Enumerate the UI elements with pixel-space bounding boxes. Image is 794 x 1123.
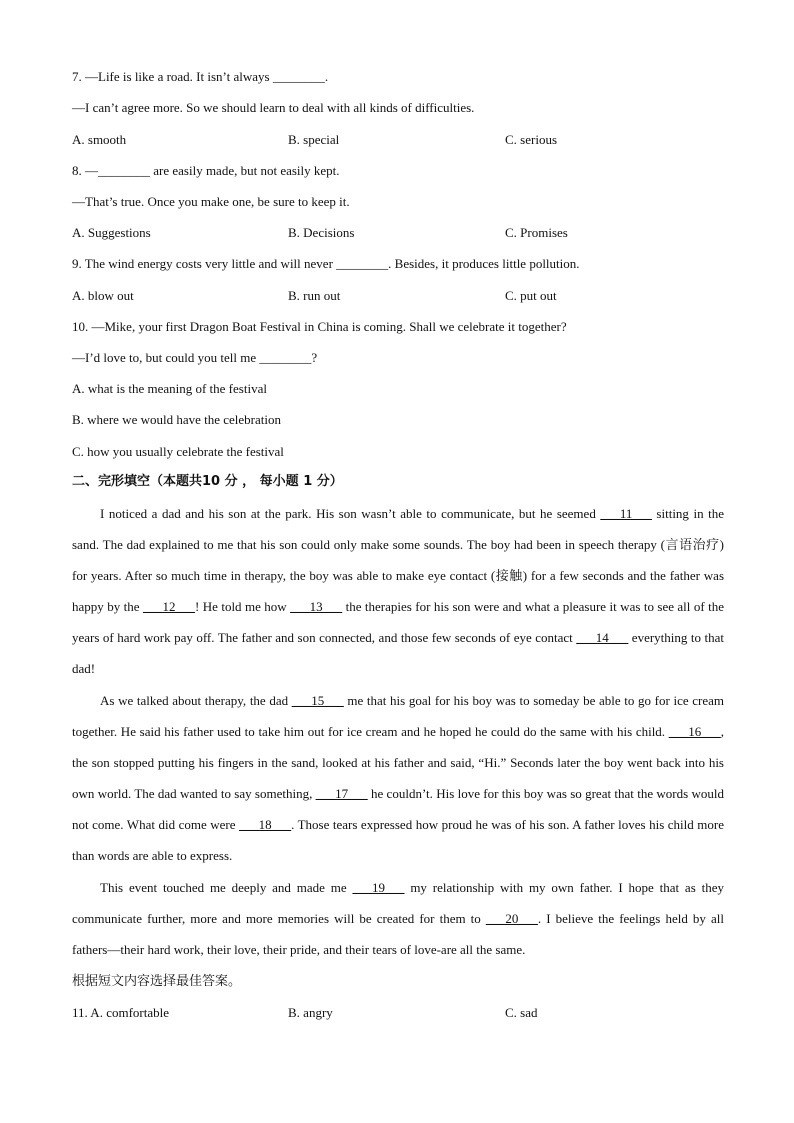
q9-option-c: C. put out bbox=[505, 288, 557, 303]
q8-reply: —That’s true. Once you make one, be sure to keep it. bbox=[72, 194, 350, 209]
blank-16: ___16___ bbox=[668, 724, 721, 739]
q10-reply: —I’d love to, but could you tell me ________? bbox=[72, 350, 318, 365]
para1-text-1: I noticed a dad and his son at the park. His son wasn’t able to communicate, but he seemed bbox=[100, 506, 601, 521]
q7-reply: —I can’t agree more. So we should learn to deal with all kinds of difficulties. bbox=[72, 100, 475, 115]
cloze-paragraph-3 bbox=[72, 872, 724, 965]
q10-option-c: C. how you usually celebrate the festival bbox=[72, 444, 284, 459]
blank-17: ___17___ bbox=[315, 786, 368, 801]
para1-text-2: sitting in the sand. The dad explained to me that his son could only make some sounds. The boy had been in speech therapy (言语治疗) for years. After so much time in therapy, the boy was able to make eye contact (接触) for a few seconds and the father was happy by the bbox=[72, 506, 724, 614]
blank-15: ___15___ bbox=[291, 693, 344, 708]
cloze-instruction: 根据短文内容选择最佳答案。 bbox=[72, 974, 242, 989]
cloze-paragraph-1 bbox=[72, 498, 724, 684]
q7-stem: 7. —Life is like a road. It isn’t always ________. bbox=[72, 69, 329, 84]
blank-18: ___18___ bbox=[239, 817, 292, 832]
para1-text-5: everything to that dad! bbox=[72, 630, 724, 676]
para3-text-2: my relationship with my own father. I hope that as they communicate further, more and more memories will be created for them to bbox=[72, 880, 724, 926]
blank-14: ___14___ bbox=[576, 630, 629, 645]
para1-text-3: ! He told me how bbox=[194, 599, 291, 614]
q9-option-a: A. blow out bbox=[72, 288, 134, 303]
q7-option-b: B. special bbox=[288, 132, 340, 147]
para2-text-1: As we talked about therapy, the dad bbox=[100, 693, 292, 708]
q8-stem: 8. —________ are easily made, but not easily kept. bbox=[72, 163, 340, 178]
blank-11: ___11___ bbox=[600, 506, 652, 521]
para2-text-2: me that his goal for his boy was to someday be able to go for ice cream together. He said his father used to take him out for ice cream and he hoped he could do the same with his child. bbox=[72, 693, 724, 739]
blank-13: ___13___ bbox=[290, 599, 343, 614]
q8-option-c: C. Promises bbox=[505, 225, 568, 240]
para3-text-3: . I believe the feelings held by all fathers—their hard work, their love, their pride, and their tears of love-are all the same. bbox=[72, 911, 724, 957]
q10-option-a: A. what is the meaning of the festival bbox=[72, 381, 267, 396]
blank-19: ___19___ bbox=[352, 880, 405, 895]
q11-option-c: C. sad bbox=[505, 1005, 538, 1020]
q9-stem: 9. The wind energy costs very little and will never ________. Besides, it produces little pollution. bbox=[72, 256, 580, 271]
q10-option-b: B. where we would have the celebration bbox=[72, 412, 282, 427]
q11-option-a: 11. A. comfortable bbox=[72, 1005, 169, 1020]
q7-option-c: C. serious bbox=[505, 132, 557, 147]
q9-option-b: B. run out bbox=[288, 288, 341, 303]
section-title: 二、完形填空（本题共10 分 ， 每小题 1 分） bbox=[72, 474, 343, 489]
para3-text-1: This event touched me deeply and made me bbox=[100, 880, 353, 895]
q11-option-b: B. angry bbox=[288, 1005, 333, 1020]
q7-option-a: A. smooth bbox=[72, 132, 127, 147]
blank-20: ___20___ bbox=[485, 911, 538, 926]
para2-text-3: , the son stopped putting his fingers in the sand, looked at his father and said, “Hi.” Seconds later the boy went back into his own world. The dad wanted to say something, bbox=[72, 724, 724, 801]
q8-option-a: A. Suggestions bbox=[72, 225, 151, 240]
q8-option-b: B. Decisions bbox=[288, 225, 355, 240]
para1-text-4: the therapies for his son were and what a pleasure it was to see all of the years of hard work pay off. The father and son connected, and those few seconds of eye contact bbox=[72, 599, 724, 645]
blank-12: ___12___ bbox=[142, 599, 195, 614]
para2-text-4: he couldn’t. His love for this boy was so great that the words would not come. What did come were bbox=[72, 786, 724, 832]
para2-text-5: . Those tears expressed how proud he was of his son. A father loves his child more than words are able to express. bbox=[72, 817, 725, 863]
cloze-paragraph-2 bbox=[72, 685, 724, 871]
q10-stem: 10. —Mike, your first Dragon Boat Festival in China is coming. Shall we celebrate it together? bbox=[72, 319, 567, 334]
